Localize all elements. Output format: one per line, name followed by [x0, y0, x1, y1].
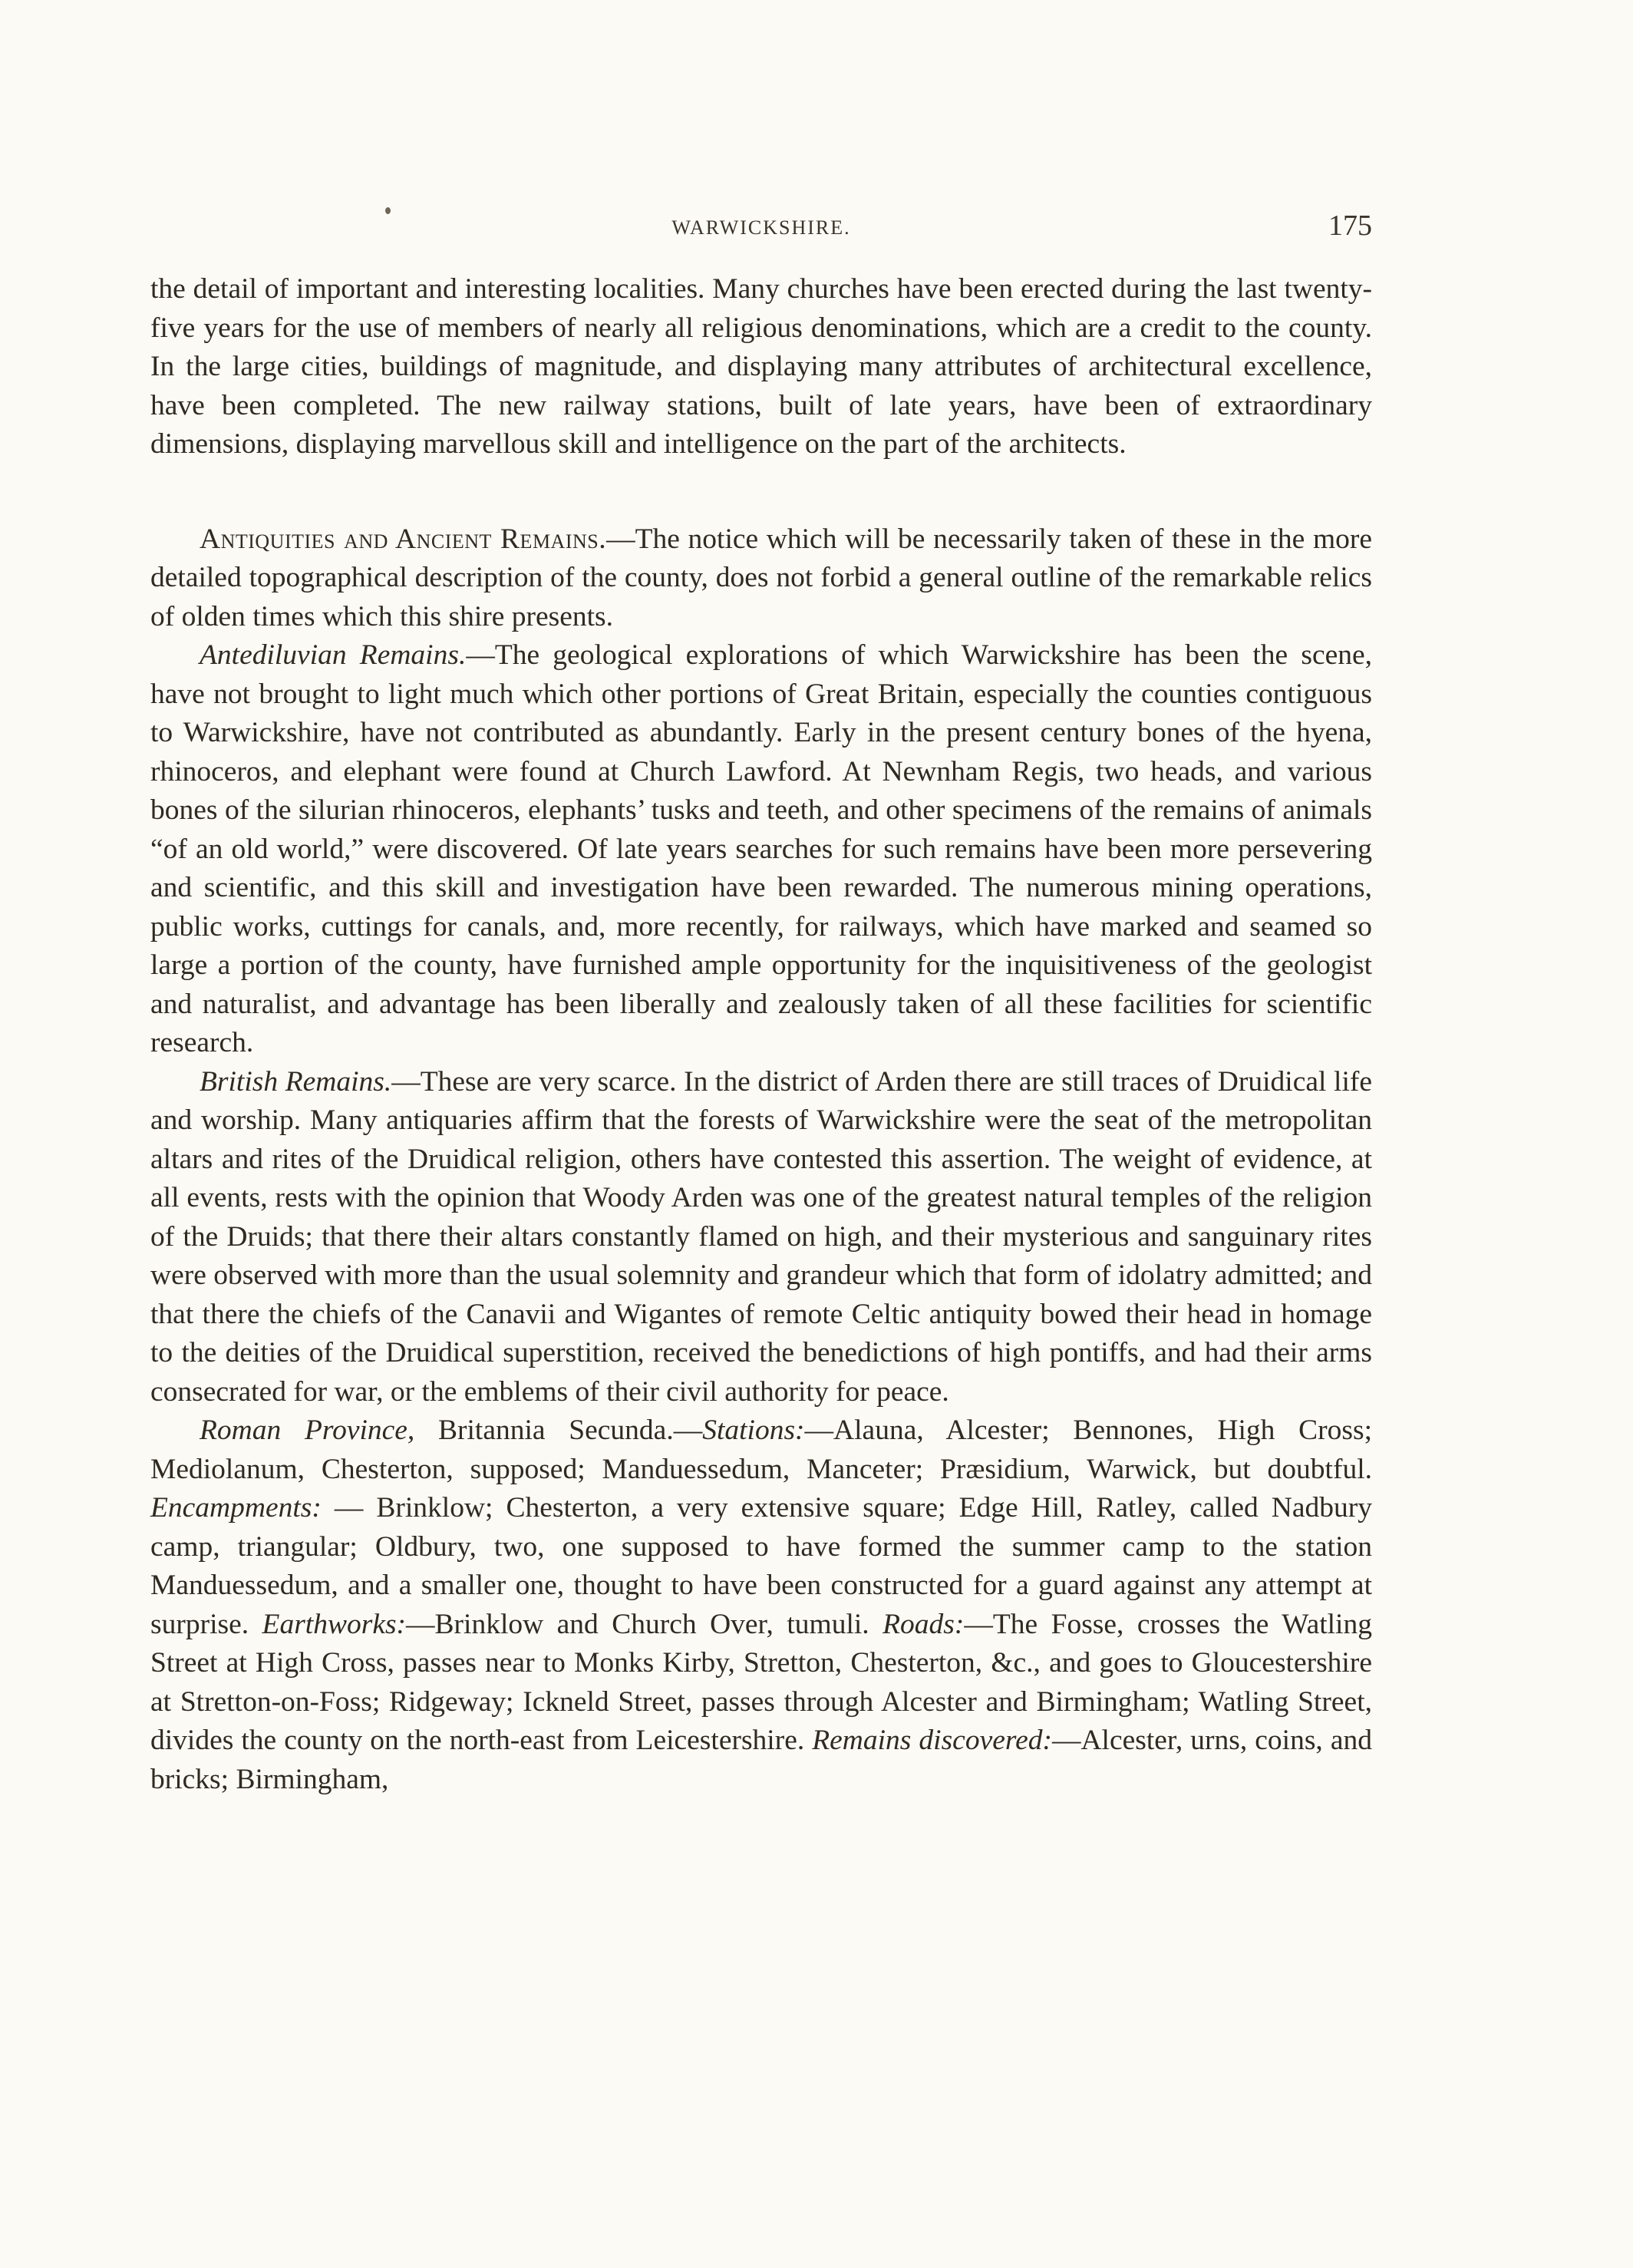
running-title: WARWICKSHIRE.	[671, 216, 851, 239]
antediluvian-paragraph	[150, 636, 1372, 1063]
antediluvian-text: —The geological explorations of which Warwickshire has been the scene, have not brought to light much which other portions of Great Britain, especially the counties contiguous to Warwickshire, have not contributed as abundantly. Early in the present century bones of the hyena, rhinoceros, and elephant were found at Church Lawford. At Newnham Regis, two heads, and various bones of the silurian rhinoceros, elephants’ tusks and teeth, and other specimens of the remains of animals “of an old world,” were discovered. Of late years searches for such remains have been more persevering and scientific, and this skill and investigation have been rewarded. The numerous mining operations, public works, cuttings for canals, and, more recently, for railways, which have marked and seamed so large a portion of the county, have furnished ample opportunity for the inquisitiveness of the geologist and naturalist, and advantage has been liberally and zealously taken of all these facilities for scientific research.	[150, 639, 1373, 1058]
running-header	[150, 209, 1372, 247]
earthworks-text: —Brinklow and Church Over, tumuli.	[406, 1608, 883, 1640]
roman-intro: Britannia Secunda.—	[414, 1415, 703, 1446]
roman-paragraph	[150, 1411, 1372, 1799]
stations-text: —Alauna, Alcester; Bennones, High Cross; Mediolanum, Chesterton, supposed; Manduessedum, Manceter; Præsidium, Warwick, but doubtful.	[150, 1415, 1372, 1485]
body-text	[150, 270, 1372, 1799]
encampments-text: — Brinklow; Chesterton, a very extensive square; Edge Hill, Ratley, called Nadbury camp, triangular; Oldbury, two, one supposed to have formed the summer camp to the station Manduessedum, and a smaller one, thought to have been constructed for a guard against any attempt at surprise.	[150, 1492, 1372, 1640]
british-paragraph	[150, 1063, 1372, 1412]
antediluvian-heading: Antediluvian Remains.	[200, 639, 467, 671]
british-heading: British Remains.	[200, 1065, 392, 1098]
stations-label: Stations:	[702, 1415, 805, 1446]
opening-paragraph: the detail of important and interesting localities. Many churches have been erected during the last twenty-five years for the use of members of nearly all religious denominations, which are a credit to the county. In the large cities, buildings of magnitude, and displaying many attributes of architectural excellence, have been completed. The new railway stations, built of late years, have been of extraordinary dimensions, displaying marvellous skill and intelligence on the part of the architects.	[150, 273, 1372, 460]
roman-heading: Roman Province,	[200, 1415, 415, 1446]
british-text: —These are very scarce. In the district of Arden there are still traces of Druidical life and worship. Many antiquaries affirm that the forests of Warwickshire were the seat of the metropolitan altars and rites of the Druidical religion, others have contested this assertion. The weight of evidence, at all events, rests with the opinion that Woody Arden was one of the greatest natural temples of the religion of the Druids; that there their altars constantly flamed on high, and their mysterious and sanguinary rites were observed with more than the usual solemnity and grandeur which that form of idolatry admitted; and that there the chiefs of the Canavii and Wigantes of remote Celtic antiquity bowed their head in homage to the deities of the Druidical superstition, received the benedictions of high pontiffs, and had their arms consecrated for war, or the emblems of their civil authority for peace.	[150, 1065, 1372, 1408]
earthworks-label: Earthworks:	[262, 1608, 407, 1640]
roads-label: Roads:	[882, 1608, 965, 1640]
remains-label: Remains discovered:	[812, 1725, 1052, 1756]
roads-text: —The Fosse, crosses the Watling Street at High Cross, passes near to Monks Kirby, Stretton, Chesterton, &c., and goes to Gloucestershire at Stretton-on-Foss; Ridgeway; Ickneld Street, passes through Alcester and Birmingham; Watling Street, divides the county on the north-east from Leicestershire.	[150, 1608, 1372, 1756]
encampments-label: Encampments:	[150, 1492, 322, 1524]
antiquities-text: —The notice which will be necessarily taken of these in the more detailed topographical description of the county, does not forbid a general outline of the remarkable relics of olden times which this shire presents.	[150, 523, 1372, 632]
remains-text: —Alcester, urns, coins, and bricks; Birmingham,	[150, 1725, 1372, 1795]
antiquities-paragraph	[150, 520, 1372, 637]
page-number: 175	[1328, 210, 1372, 242]
antiquities-heading: Antiquities and Ancient Remains.	[200, 523, 607, 555]
